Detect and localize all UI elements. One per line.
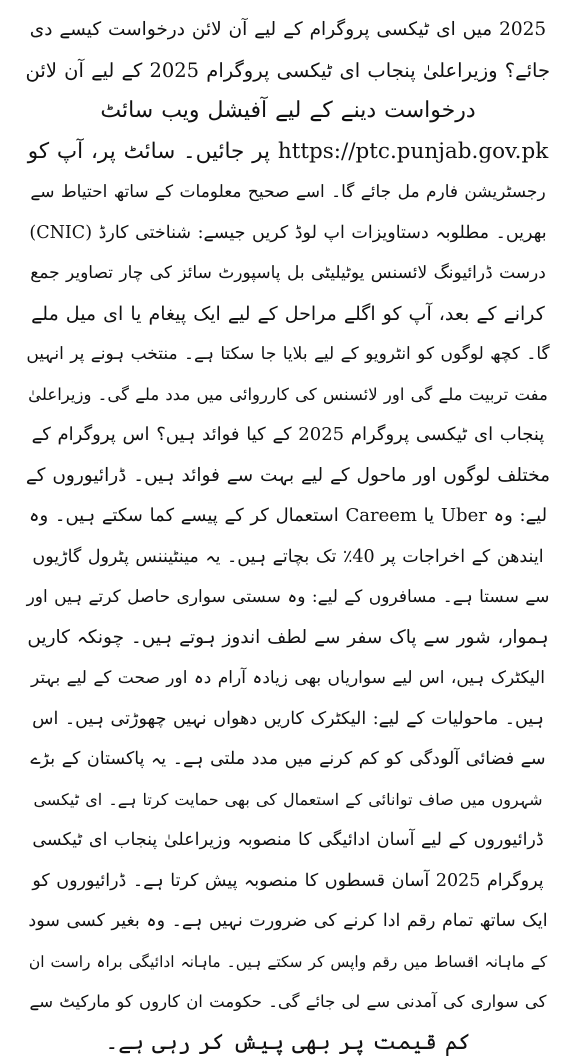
text-line-2: جائے؟ وزیراعلیٰ پنجاب ای ٹیکسی پروگرام 2025 کے لیے آن لائن	[26, 51, 550, 92]
text-line-9: گا۔ کچھ لوگوں کو انٹرویو کے لیے بلایا جا سکتا ہے۔ منتخب ہونے پر انہیں	[26, 334, 550, 375]
text-line-4: https://ptc.punjab.gov.pk پر جائیں۔ سائٹ پر، آپ کو	[26, 132, 550, 173]
text-line-23: ایک ساتھ تمام رقم ادا کرنے کی ضرورت نہیں ہے۔ وہ بغیر کسی سود	[26, 901, 550, 942]
article-body	[26, 10, 550, 1063]
text-line-5: رجسٹریشن فارم مل جائے گا۔ اسے صحیح معلومات کے ساتھ احتیاط سے	[26, 172, 550, 213]
text-line-16: ہموار، شور سے پاک سفر سے لطف اندوز ہوتے ہیں۔ چونکہ کاریں	[26, 618, 550, 659]
text-line-7: درست ڈرائیونگ لائسنس یوٹیلیٹی بل پاسپورٹ سائز کی چار تصاویر جمع	[26, 253, 550, 294]
text-line-25: کی سواری کی آمدنی سے لی جائے گی۔ حکومت ان کاروں کو مارکیٹ سے	[26, 982, 550, 1023]
text-line-18: ہیں۔ ماحولیات کے لیے: الیکٹرک کاریں دھواں نہیں چھوڑتی ہیں۔ اس	[26, 699, 550, 740]
text-line-20: شہروں میں صاف توانائی کے استعمال کی بھی حمایت کرتا ہے۔ ای ٹیکسی	[26, 780, 550, 821]
text-line-1: 2025 میں ای ٹیکسی پروگرام کے لیے آن لائن درخواست کیسے دی	[26, 10, 550, 51]
text-line-10: مفت تربیت ملے گی اور لائسنس کی کارروائی میں مدد ملے گی۔ وزیراعلیٰ	[26, 375, 550, 416]
text-line-15: سے سستا ہے۔ مسافروں کے لیے: وہ سستی سواری حاصل کرتے ہیں اور	[26, 577, 550, 618]
text-line-13: لیے: وہ Uber یا Careem استعمال کر کے پیسے کما سکتے ہیں۔ وہ	[26, 496, 550, 537]
text-line-19: سے فضائی آلودگی کو کم کرنے میں مدد ملتی ہے۔ یہ پاکستان کے بڑے	[26, 739, 550, 780]
text-line-24: کے ماہانہ اقساط میں رقم واپس کر سکتے ہیں۔ ماہانہ ادائیگی براہ راست ان	[26, 942, 550, 983]
text-line-6: بھریں۔ مطلوبہ دستاویزات اپ لوڈ کریں جیسے: شناختی کارڈ (CNIC)	[26, 213, 550, 254]
text-line-8: کرانے کے بعد، آپ کو اگلے مراحل کے لیے ایک پیغام یا ای میل ملے	[26, 294, 550, 335]
text-line-11: پنجاب ای ٹیکسی پروگرام 2025 کے کیا فوائد ہیں؟ اس پروگرام کے	[26, 415, 550, 456]
text-line-21: ڈرائیوروں کے لیے آسان ادائیگی کا منصوبہ وزیراعلیٰ پنجاب ای ٹیکسی	[26, 820, 550, 861]
text-line-3: درخواست دینے کے لیے آفیشل ویب سائٹ	[26, 91, 550, 132]
text-line-17: الیکٹرک ہیں، اس لیے سواریاں بھی زیادہ آرام دہ اور صحت کے لیے بہتر	[26, 658, 550, 699]
text-line-14: ایندھن کے اخراجات پر 40٪ تک بچاتے ہیں۔ یہ مینٹیننس پٹرول گاڑیوں	[26, 537, 550, 578]
text-line-26: کم قیمت پر بھی پیش کر رہی ہے۔	[26, 1023, 550, 1063]
text-line-22: پروگرام 2025 آسان قسطوں کا منصوبہ پیش کرتا ہے۔ ڈرائیوروں کو	[26, 861, 550, 902]
text-line-12: مختلف لوگوں اور ماحول کے لیے بہت سے فوائد ہیں۔ ڈرائیوروں کے	[26, 456, 550, 497]
